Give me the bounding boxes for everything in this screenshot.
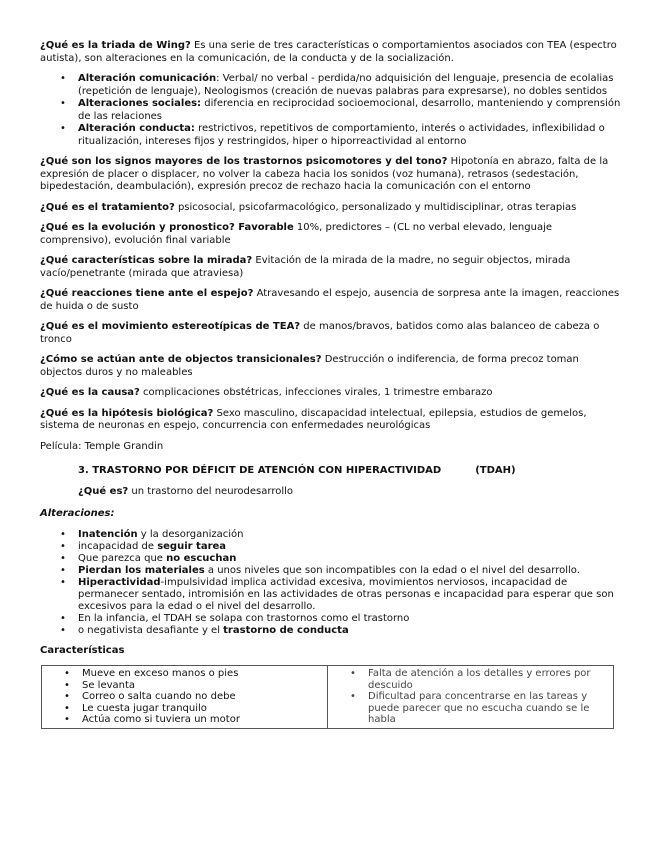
list-item: • Le cuesta jugar tranquilo [46,703,323,715]
list-item: • Alteración comunicación: Verbal/ no verbal - perdida/no adquisición del lenguaje, presencia de ecolalias (repetición de lenguaje), Neologismos (creación de nuevas palabras para expresarse), no dobles sentidos [40,73,621,98]
triada-list [40,73,621,148]
answer: Es una serie de tres características o comportamientos asociados con TEA (espectro autista), son alteraciones en la comunicación, de la conducta y de la socialización. [40,40,617,64]
list-item: • Pierdan los materiales a unos niveles que son incompatibles con la edad o el nivel del desarrollo. [40,565,621,577]
qa-item: ¿Qué son los signos mayores de los trastornos psicomotores y del tono? Hipotonía en abrazo, falta de la expresión de placer o displacer, no volver la cabeza hacia los sonidos (voz humana), retrasos (sedestación, bipedestación, deambulación), expresión precoz de rechazo hacia la comunicación con el entorno [40,156,609,192]
list-item: • Se levanta [46,680,323,692]
qa-item: ¿Qué características sobre la mirada? Evitación de la mirada de la madre, no seguir objectos, mirada vacío/penetrante (mirada que atraviesa) [40,255,571,279]
list-item: • Hiperactividad-impulsividad implica actividad excesiva, movimientos nerviosos, incapacidad de permanecer sentado, intromisión en las actividades de otras personas e incapacidad para esperar que son excesivos para la edad o el nivel del desarrollo. [40,577,621,613]
qa-triada [40,40,621,65]
list-item: • Falta de atención a los detalles y errores por descuido [332,668,609,691]
section-heading: 3. TRASTORNO POR DÉFICIT DE ATENCIÓN CON HIPERACTIVIDAD (TDAH) [78,465,516,476]
alteraciones-list [40,529,621,637]
list-item: • o negativista desafiante y el trastorno de conducta [40,625,621,637]
pelicula: Película: Temple Grandin [40,440,164,452]
list-item: • Que parezca que no escuchan [40,553,621,565]
qa-item: ¿Qué es el movimiento estereotípicas de TEA? de manos/bravos, batidos como alas balanceo de cabeza o tronco [40,321,600,345]
qa-item: ¿Qué es la causa? complicaciones obstétricas, infecciones virales, 1 trimestre embarazo [40,387,493,398]
que-es: ¿Qué es? un trastorno del neurodesarrollo [78,485,293,497]
table-cell-right [328,666,614,729]
list-item: • Actúa como si tuviera un motor [46,714,323,726]
qa-item: ¿Cómo se actúan ante de objectos transicionales? Destrucción o indiferencia, de forma precoz toman objectos duros y no maleables [40,354,579,378]
qa-item: ¿Qué es la hipótesis biológica? Sexo masculino, discapacidad intelectual, epilepsia, estudios de gemelos, sistema de neuronas en espejo, concurrencia con enfermedades neurológicas [40,407,587,431]
list-item: • En la infancia, el TDAH se solapa con trastornos como el trastorno [40,613,621,625]
alteraciones-title: Alteraciones: [40,508,115,519]
list-item: • incapacidad de seguir tarea [40,541,621,553]
qa-item: ¿Qué es el tratamiento? psicosocial, psicofarmacológico, personalizado y multidisciplinar, otras terapias [40,201,577,213]
caracteristicas-table [41,665,614,729]
list-item: • Inatención y la desorganización [40,529,621,541]
qa-item: ¿Qué reacciones tiene ante el espejo? Atravesando el espejo, ausencia de sorpresa ante la imagen, reacciones de huida o de susto [40,288,620,312]
caracteristicas-title: Características [40,644,125,656]
list-item: • Alteración conducta: restrictivos, repetitivos de comportamiento, interés o actividades, inflexibilidad o ritualización, intereses fijos y restringidos, hiper o hiporreactividad al entorno [40,123,621,148]
list-item: • Correo o salta cuando no debe [46,691,323,703]
list-item: • Mueve en exceso manos o pies [46,668,323,680]
list-item: • Alteraciones sociales: diferencia en reciprocidad socioemocional, desarrollo, manteniendo y comprensión de las relaciones [40,98,621,123]
list-item: • Dificultad para concentrarse en las tareas y puede parecer que no escucha cuando se le habla [332,691,609,726]
qa-item: ¿Qué es la evolución y pronostico? Favorable 10%, predictores – (CL no verbal elevado, lenguaje comprensivo), evolución final variable [40,222,553,246]
question: ¿Qué es la triada de Wing? [40,40,191,51]
table-cell-left [42,666,328,729]
